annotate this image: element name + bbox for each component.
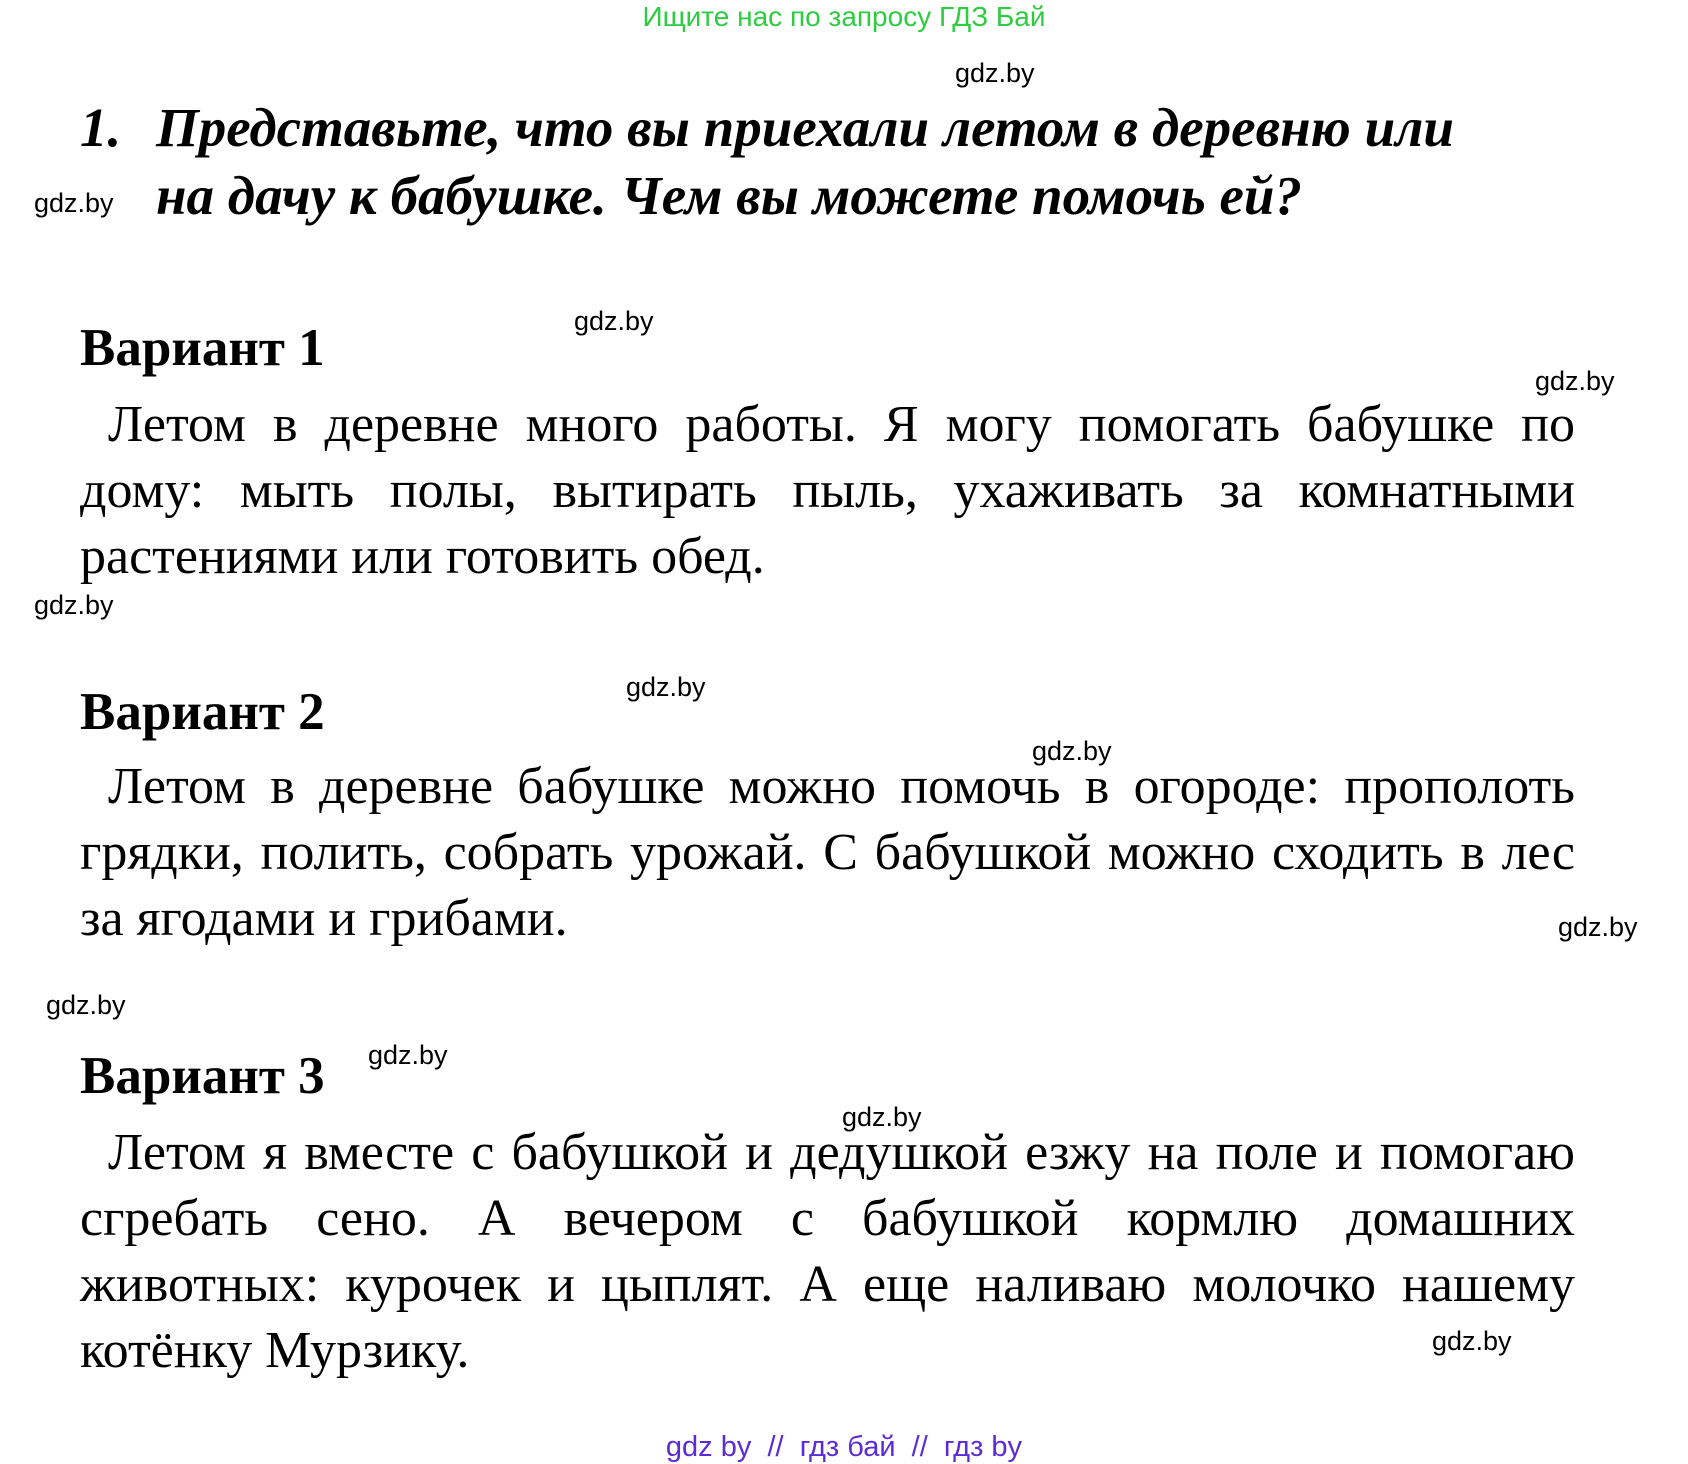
task-number: 1. (80, 97, 122, 158)
watermark: gdz.by (1535, 366, 1615, 396)
footer-links: gdz by // гдз бай // гдз by (665, 1431, 1023, 1463)
variant-2-title: Вариант 2 (80, 683, 325, 741)
variant-1-title: Вариант 1 (80, 319, 325, 377)
variant-3-title: Вариант 3 (80, 1047, 325, 1105)
variant-3-text: Летом я вместе с бабушкой и дедушкой езжу на поле и помогаю сгребать сено. А вечером с бабушкой кормлю домашних животных: курочек и цыплят. А еще наливаю молочко нашему котёнку Мурзику. (80, 1124, 1575, 1379)
watermark: gdz.by (34, 590, 114, 620)
variant-1-text: Летом в деревне много работы. Я могу помогать бабушке по дому: мыть полы, вытирать пыль, ухаживать за комнатными растениями или готовить обед. (80, 396, 1575, 585)
watermark: gdz.by (46, 990, 126, 1020)
watermark: gdz.by (1558, 912, 1638, 942)
watermark: gdz.by (574, 306, 654, 336)
watermark: gdz.by (1432, 1326, 1512, 1356)
watermark: gdz.by (955, 58, 1035, 88)
task-line-2: на дачу к бабушке. Чем вы можете помочь ей? (156, 165, 1303, 226)
watermark: gdz.by (1032, 736, 1112, 766)
watermark: gdz.by (842, 1102, 922, 1132)
variant-2-text: Летом в деревне бабушке можно помочь в огороде: прополоть грядки, полить, собрать урожай. С бабушкой можно сходить в лес за ягодами и грибами. (80, 758, 1575, 947)
task-line-1 (80, 94, 1580, 162)
search-banner: Ищите нас по запросу ГДЗ Бай (642, 1, 1046, 32)
watermark: gdz.by (34, 188, 114, 218)
task-question (80, 94, 1580, 230)
watermark: gdz.by (626, 672, 706, 702)
watermark: gdz.by (368, 1040, 448, 1070)
task-text-1: Представьте, что вы приехали летом в деревню или (156, 97, 1454, 158)
